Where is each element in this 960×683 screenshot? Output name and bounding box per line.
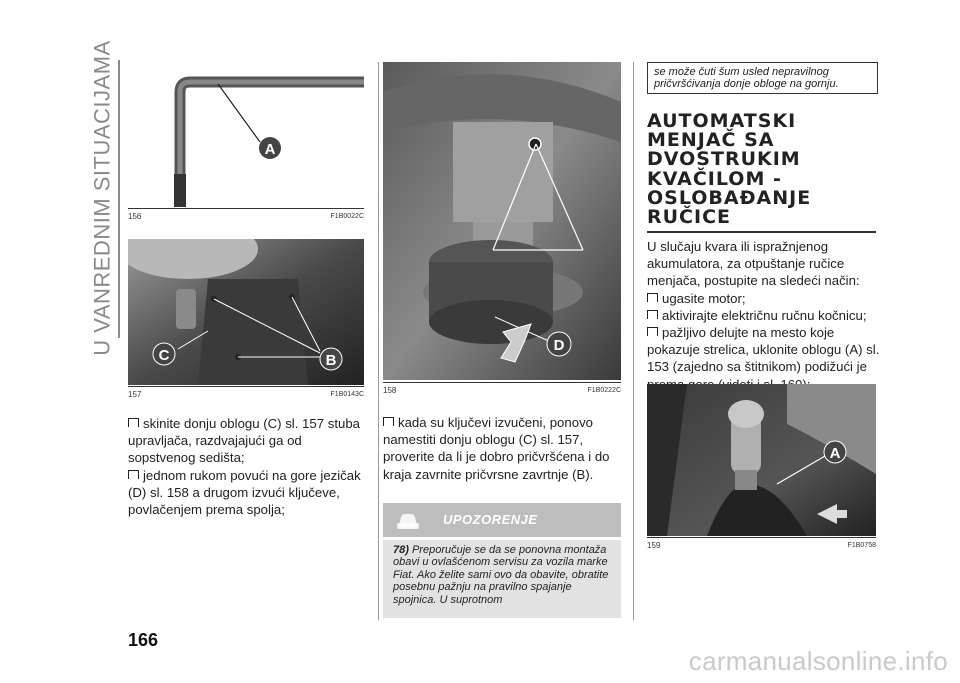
bullet-icon xyxy=(647,327,658,336)
col2-text xyxy=(383,414,623,483)
figure-156-illustration xyxy=(128,62,364,207)
svg-text:A: A xyxy=(264,141,276,158)
figure-159 xyxy=(647,384,876,554)
bullet-icon xyxy=(128,470,139,479)
watermark: carmanualsonline.info xyxy=(688,646,948,676)
list-item: ugasite motor; xyxy=(647,290,883,307)
col1-text xyxy=(128,415,368,518)
warning-title: UPOZORENJE xyxy=(443,512,538,527)
heading-underline xyxy=(647,231,876,233)
note-text: se može čuti šum usled nepravilnog pričvršćivanja donje obloge na gornju. xyxy=(654,66,839,91)
list-item: jednom rukom povući na gore jezičak (D) sl. 158 a drugom izvući ključeve, povlačenjem prema spolja; xyxy=(128,467,361,518)
warning-body xyxy=(383,540,621,618)
figure-code: F1B0222C xyxy=(587,387,621,394)
bullet-icon xyxy=(647,293,658,302)
bullet-icon xyxy=(647,310,658,319)
figure-158-photo xyxy=(383,62,621,380)
figure-159-photo xyxy=(647,384,876,536)
callout-c: C xyxy=(158,347,170,364)
callout-a: A xyxy=(829,445,841,462)
figure-number: 156 xyxy=(128,212,142,221)
figure-number: 157 xyxy=(128,390,142,399)
figure-rule xyxy=(383,382,621,383)
figure-158 xyxy=(383,62,621,412)
figure-number: 158 xyxy=(383,386,397,395)
list-item: aktivirajte električnu ručnu kočnicu; xyxy=(647,307,883,324)
side-title-rule xyxy=(118,60,120,338)
intro-paragraph: U slučaju kvara ili ispražnjenog akumulatora, za otpuštanje ručice menjača, postupite na sledeći način: xyxy=(647,239,860,289)
column-divider xyxy=(633,62,634,620)
list-item: pažljivo delujte na mesto koje pokazuje strelica, uklonite oblogu (A) sl. 153 (zajedno sa štitnikom) podižući je xyxy=(647,325,880,375)
side-title-text: U VANREDNIM SITUACIJAMA xyxy=(90,39,116,356)
figure-rule xyxy=(647,537,876,538)
warning-car-icon xyxy=(395,509,421,531)
figure-rule xyxy=(128,386,364,387)
figure-157 xyxy=(128,239,364,411)
list-item: skinite donju oblogu (C) sl. 157 stuba upravljača, razdvajajući ga od sopstvenog sedišta; xyxy=(128,416,360,466)
figure-code: F1B0758 xyxy=(847,542,876,549)
figure-rule xyxy=(128,208,364,209)
warning-text: Preporučuje se da se ponovna montaža obavi u ovlašćenom servisu za vozila marke Fiat. Ako želite sami ovo da obavite, obratite posebnu pažnju na pravilno spajanje spojnica. U suprotnom xyxy=(393,544,609,606)
figure-157-photo xyxy=(128,239,364,385)
figure-156 xyxy=(128,62,364,222)
section-side-title xyxy=(88,39,118,356)
figure-code: F1B0022C xyxy=(330,213,364,220)
bullet-icon xyxy=(128,418,139,427)
figure-code: F1B0143C xyxy=(330,391,364,398)
section-heading: AUTOMATSKI MENJAČ SA DVOSTRUKIM KVAČILOM - OSLOBAĐANJE RUČICE xyxy=(647,110,812,229)
figure-number: 159 xyxy=(647,541,661,550)
warning-header xyxy=(383,503,621,537)
callout-b: B xyxy=(325,352,337,369)
col3-text xyxy=(647,238,883,393)
callout-d: D xyxy=(553,337,565,354)
column-divider xyxy=(378,62,379,620)
continued-note-box xyxy=(647,62,878,94)
bullet-icon xyxy=(383,417,394,426)
page-number: 166 xyxy=(128,630,159,650)
list-item: kada su ključevi izvučeni, ponovo namestiti donju oblogu (C) sl. 157, proverite da li je dobro pričvršćena i do kraja zavrnite pričvrsne zavrtnje (B). xyxy=(383,415,610,482)
warning-number: 78) xyxy=(393,544,409,556)
